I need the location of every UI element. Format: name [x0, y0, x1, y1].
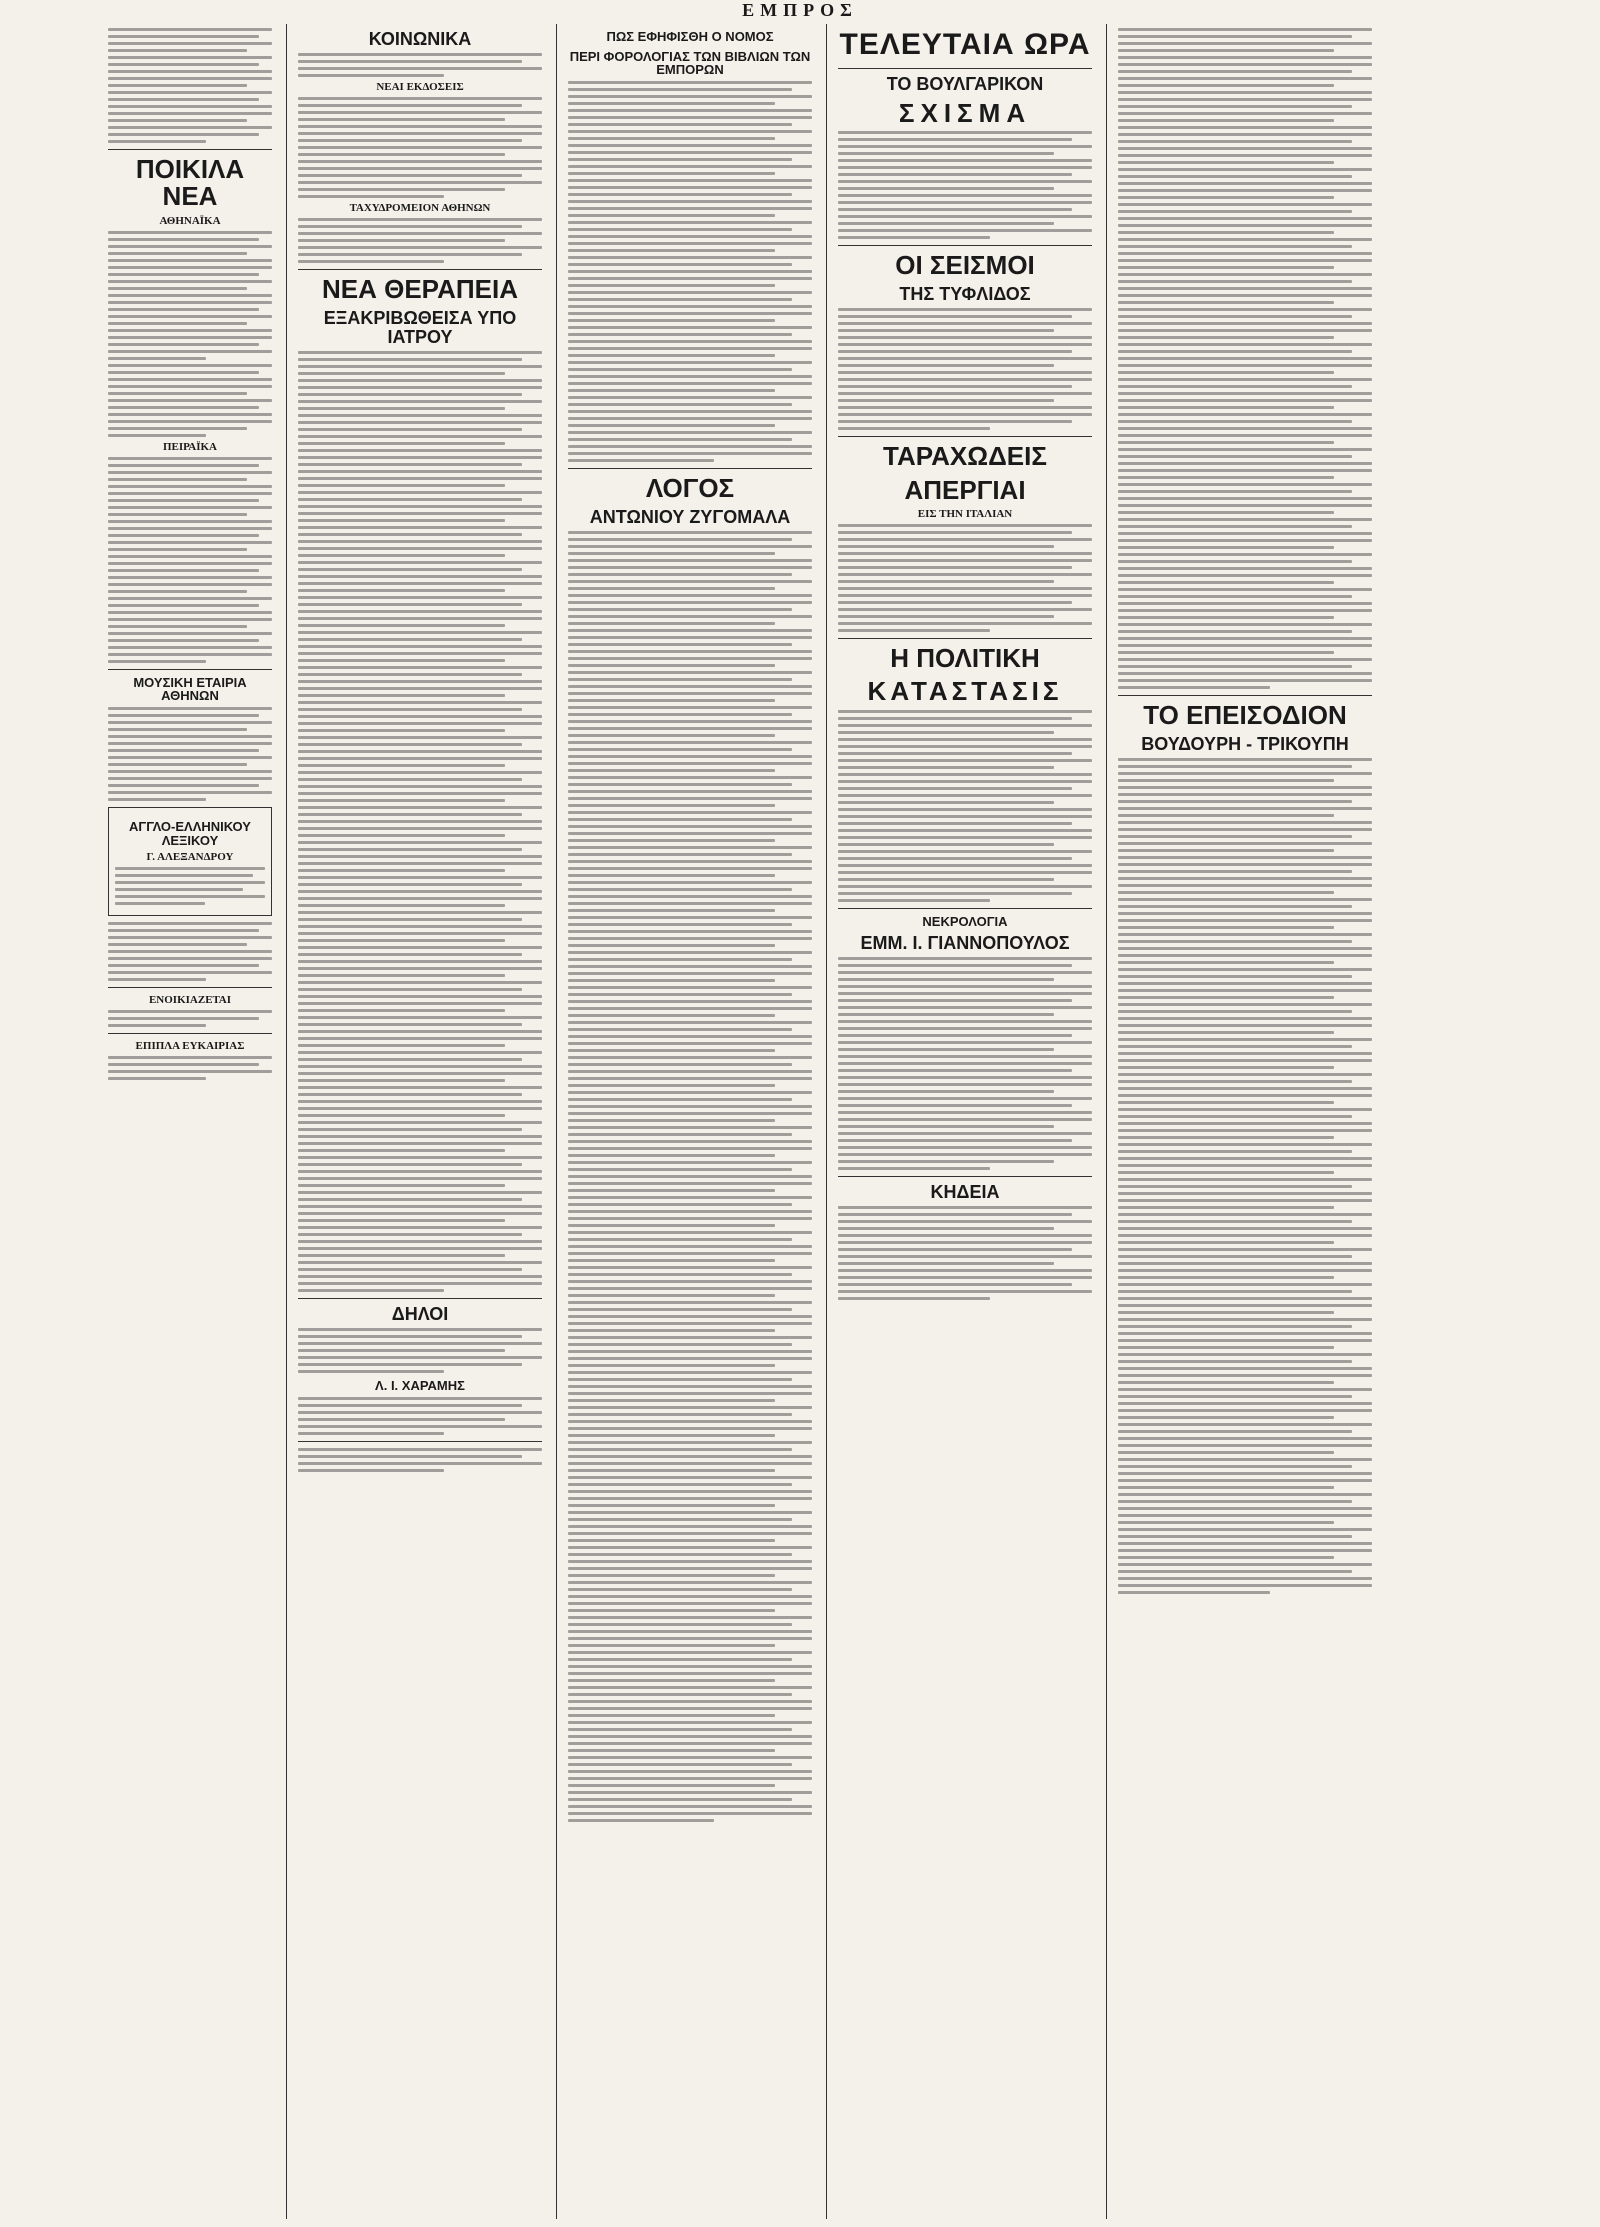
section-heading: ΠΟΙΚΙΛΑ ΝΕΑ	[135, 154, 245, 212]
section-heading-sub: ΑΠΕΡΓΙΑΙ	[904, 474, 1026, 505]
masthead: ΕΜΠΡΟΣ	[742, 0, 858, 20]
text-block	[298, 218, 542, 263]
text-block	[298, 1448, 542, 1472]
text-block	[298, 1328, 542, 1373]
text-block	[568, 81, 812, 462]
section-heading: ΔΗΛΟΙ	[391, 1303, 449, 1324]
text-block	[568, 531, 812, 1822]
section-heading: ΤΕΛΕΥΤΑΙΑ ΩΡΑ	[839, 28, 1091, 61]
text-block	[838, 957, 1092, 1170]
text-block	[1118, 28, 1372, 689]
section-heading: Η ΠΟΛΙΤΙΚΗ	[890, 642, 1040, 673]
section-heading-sub: Λ. Ι. ΧΑΡΑΜΗΣ	[375, 1377, 465, 1393]
text-block	[108, 707, 272, 801]
section-heading-sub: ΕΜΜ. Ι. ΓΙΑΝΝΟΠΟΥΛΟΣ	[860, 933, 1070, 954]
section-heading: ΚΟΙΝΩΝΙΚΑ	[368, 29, 472, 49]
text-block	[298, 351, 542, 1292]
text-block	[838, 524, 1092, 632]
column-5	[1110, 24, 1380, 2219]
section-subheading: ΝΕΑΙ ΕΚΔΟΣΕΙΣ	[376, 80, 464, 93]
section-heading: ΟΙ ΣΕΙΣΜΟΙ	[895, 250, 1035, 281]
section-heading: ΤΑΡΑΧΩΔΕΙΣ	[883, 441, 1047, 472]
section-heading-sub: ΒΟΥΔΟΥΡΗ - ΤΡΙΚΟΥΠΗ	[1141, 734, 1349, 755]
text-block	[108, 28, 272, 143]
text-block	[298, 97, 542, 198]
column-rule	[1106, 24, 1107, 2219]
section-heading-sub: ΕΞΑΚΡΙΒΩΘΕΙΣΑ ΥΠΟ ΙΑΤΡΟΥ	[323, 308, 517, 348]
ad-subheading: Γ. ΑΛΕΞΑΝΔΡΟΥ	[146, 851, 234, 864]
ad-heading: ΑΓΓΛΟ-ΕΛΛΗΝΙΚΟΥ ΛΕΞΙΚΟΥ	[129, 818, 251, 848]
section-heading-sub: ΠΕΡΙ ΦΟΡΟΛΟΓΙΑΣ ΤΩΝ ΒΙΒΛΙΩΝ ΤΩΝ ΕΜΠΟΡΩΝ	[569, 48, 811, 78]
text-block	[108, 1010, 272, 1027]
column-rule	[286, 24, 287, 2219]
text-block	[108, 231, 272, 437]
text-block	[298, 53, 542, 77]
section-subheading: ΑΘΗΝΑΪΚΑ	[159, 214, 221, 227]
column-3	[560, 24, 820, 2219]
text-block	[298, 1397, 542, 1435]
column-4	[830, 24, 1100, 2219]
text-block	[838, 710, 1092, 902]
section-heading: ΛΟΓΟΣ	[645, 472, 735, 503]
text-block	[838, 1206, 1092, 1300]
text-block	[108, 1056, 272, 1080]
section-subheading: ΕΙΣ ΤΗΝ ΙΤΑΛΙΑΝ	[917, 507, 1013, 520]
section-heading: ΜΟΥΣΙΚΗ ΕΤΑΙΡΙΑ ΑΘΗΝΩΝ	[133, 674, 247, 704]
text-block	[838, 131, 1092, 239]
section-heading-sub: ΤΗΣ ΤΥΦΛΙΔΟΣ	[899, 284, 1031, 305]
section-subheading: ΕΝΟΙΚΙΑΖΕΤΑΙ	[148, 994, 232, 1007]
text-block	[838, 308, 1092, 430]
column-2	[290, 24, 550, 2219]
text-block	[108, 457, 272, 663]
section-subheading: ΠΕΙΡΑΪΚΑ	[162, 440, 217, 453]
section-heading: ΝΕΚΡΟΛΟΓΙΑ	[922, 913, 1008, 929]
text-block	[108, 922, 272, 981]
advertisement	[108, 807, 272, 916]
section-heading-sub: ΚΑΤΑΣΤΑΣΙΣ	[867, 676, 1063, 707]
section-heading: ΤΟ ΒΟΥΛΓΑΡΙΚΟΝ	[886, 74, 1044, 94]
column-rule	[826, 24, 827, 2219]
text-block	[1118, 758, 1372, 1594]
section-heading: ΠΩΣ ΕΦΗΦΙΣΘΗ Ο ΝΟΜΟΣ	[606, 29, 774, 44]
section-heading-sub: ΑΝΤΩΝΙΟΥ ΖΥΓΟΜΑΛΑ	[589, 507, 791, 528]
section-heading: ΚΗΔΕΙΑ	[930, 1182, 1000, 1203]
section-heading: ΝΕΑ ΘΕΡΑΠΕΙΑ	[322, 273, 518, 304]
section-subheading: ΕΠΙΠΛΑ ΕΥΚΑΙΡΙΑΣ	[135, 1040, 245, 1053]
section-subheading: ΤΑΧΥΔΡΟΜΕΙΟΝ ΑΘΗΝΩΝ	[349, 201, 491, 214]
section-heading: ΤΟ ΕΠΕΙΣΟΔΙΟΝ	[1143, 700, 1347, 730]
column-rule	[556, 24, 557, 2219]
column-1	[100, 24, 280, 2219]
section-heading-sub: ΣΧΙΣΜΑ	[898, 97, 1032, 128]
